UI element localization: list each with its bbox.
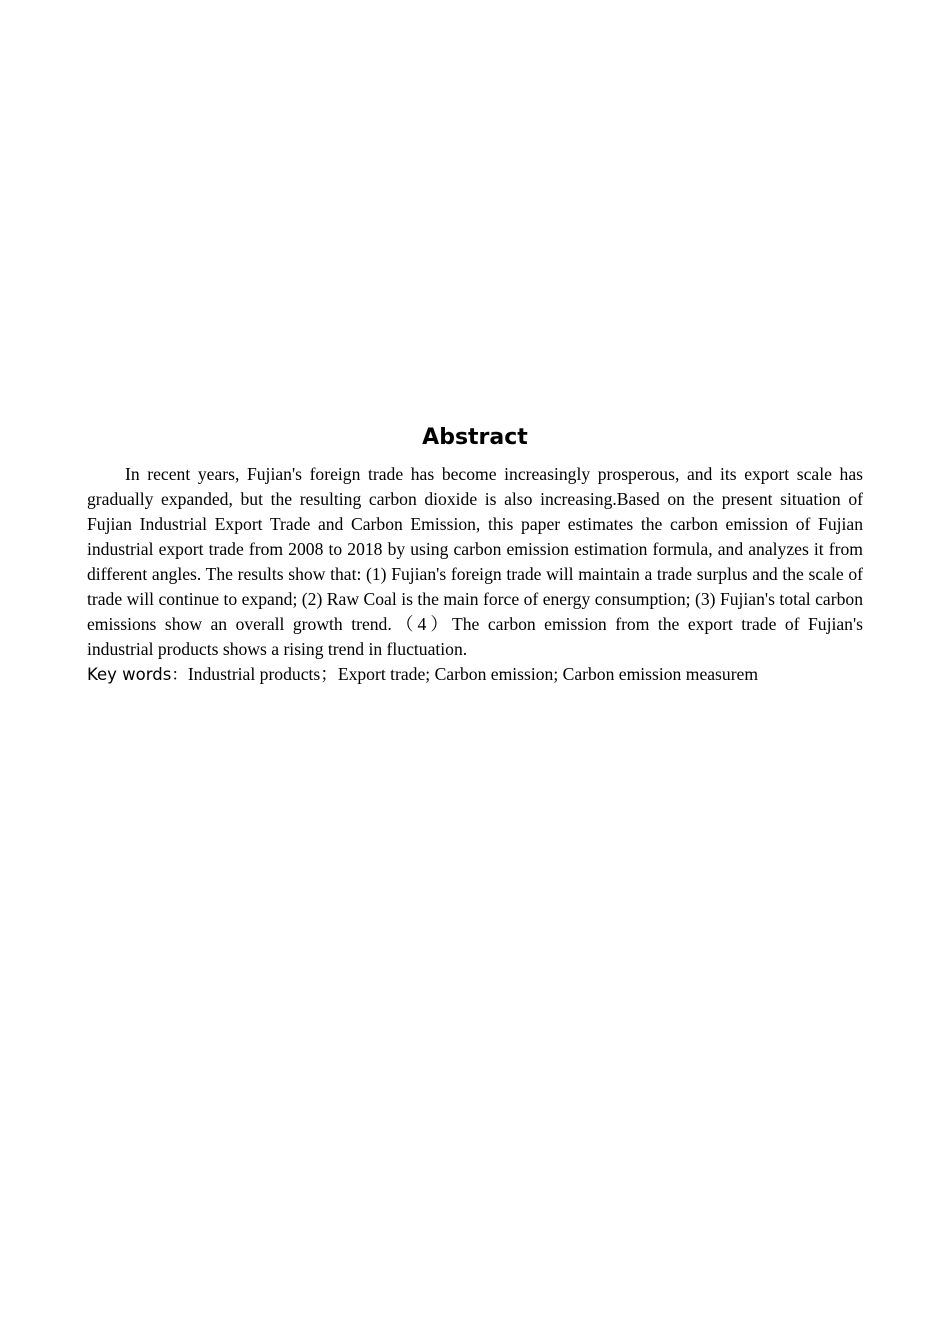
keywords-text: Industrial products；Export trade; Carbon emission; Carbon emission measurem (187, 664, 759, 684)
abstract-title: Abstract (422, 425, 528, 450)
abstract-section (87, 424, 863, 688)
keywords-label: Key words： (87, 665, 188, 684)
abstract-body: In recent years, Fujian's foreign trade has become increasingly prosperous, and its export scale has gradually expanded, but the resulting carbon dioxide is also increasing.Based on the present situation of Fujian Industrial Export Trade and Carbon Emission, this paper estimates the carbon emission of Fujian industrial export trade from 2008 to 2018 by using carbon emission estimation formula, and analyzes it from different angles. The results show that: (1) Fujian's foreign trade will maintain a trade surplus and the scale of trade will continue to expand; (2) Raw Coal is the main force of energy consumption; (3) Fujian's total carbon emissions show an overall growth trend.（4）The carbon emission from the export trade of Fujian's industrial products shows a rising trend in fluctuation. (87, 464, 863, 659)
keywords-line (87, 662, 863, 688)
